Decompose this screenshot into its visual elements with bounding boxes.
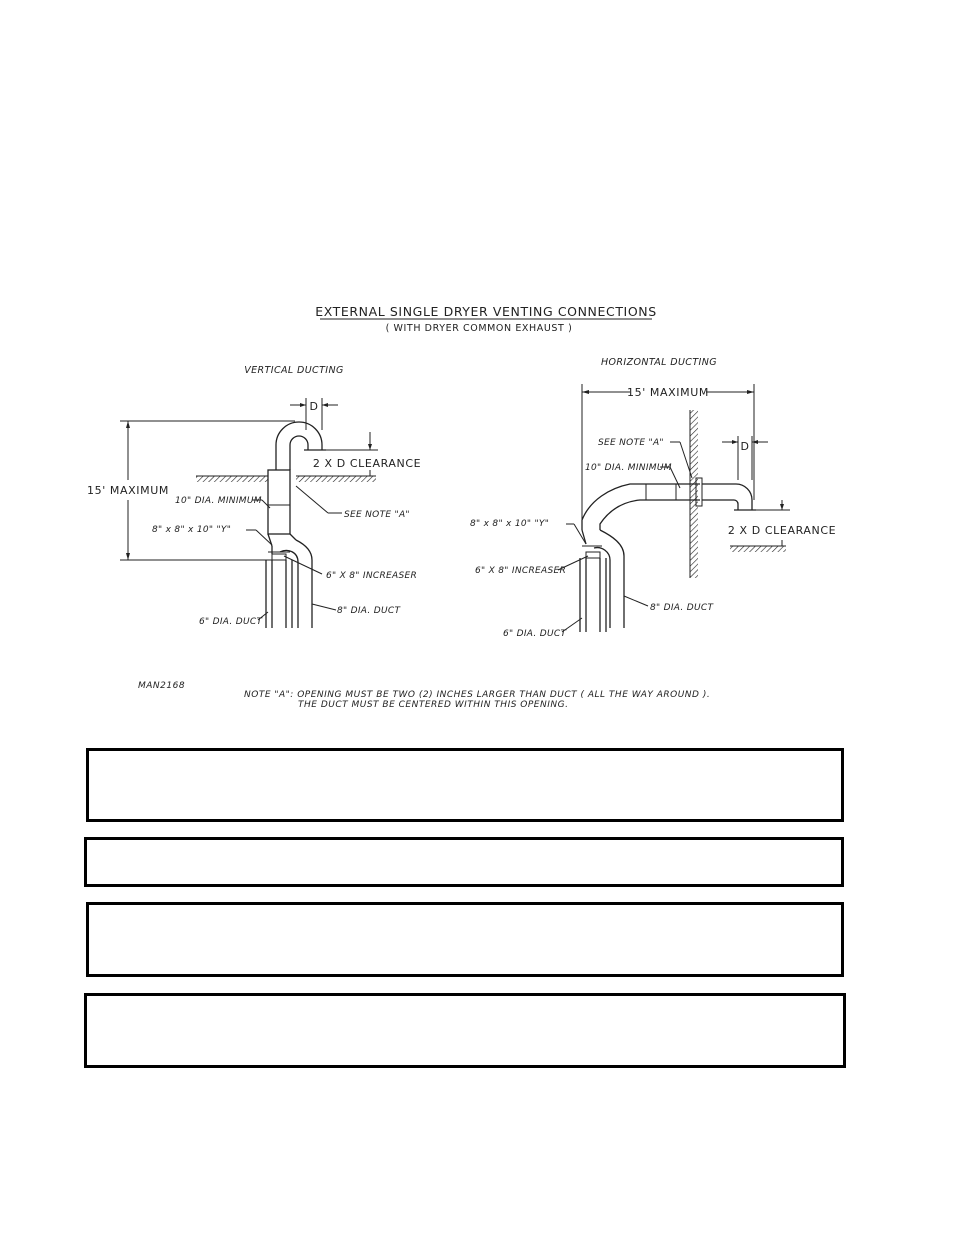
- note-a-line1: NOTE "A": OPENING MUST BE TWO (2) INCHES LARGER THAN DUCT ( ALL THE WAY AROUND ).: [244, 690, 711, 700]
- horizontal-label-10in: 10" DIA. MINIMUM: [585, 463, 672, 473]
- note-a-line2: THE DUCT MUST BE CENTERED WITHIN THIS OPENING.: [298, 700, 569, 710]
- horizontal-ducting-drawing: [470, 357, 836, 639]
- horizontal-heading: HORIZONTAL DUCTING: [600, 357, 718, 368]
- notice-box-1-text: [89, 751, 841, 771]
- vertical-label-8in: 8" DIA. DUCT: [337, 606, 401, 616]
- vertical-label-y: 8" x 8" x 10" "Y": [152, 525, 232, 535]
- horizontal-clearance: 2 X D CLEARANCE: [727, 524, 837, 537]
- notice-box-4-text: [87, 996, 843, 1016]
- vertical-label-6in: 6" DIA. DUCT: [199, 617, 263, 627]
- drawing-id: MAN2168: [138, 681, 186, 691]
- horizontal-label-y: 8" x 8" x 10" "Y": [470, 519, 550, 529]
- notice-box-3: [86, 902, 844, 977]
- vertical-clearance: 2 X D CLEARANCE: [312, 457, 422, 470]
- horizontal-label-increaser: 6" X 8" INCREASER: [475, 566, 566, 576]
- vertical-label-see-note: SEE NOTE "A": [344, 510, 410, 520]
- vertical-label-increaser: 6" X 8" INCREASER: [326, 571, 417, 581]
- notice-box-1: [86, 748, 844, 822]
- notice-box-4: [84, 993, 846, 1068]
- notice-box-2-text: [87, 840, 841, 860]
- notice-box-2: [84, 837, 844, 887]
- vertical-heading: VERTICAL DUCTING: [244, 365, 344, 376]
- horizontal-dim-d: D: [740, 440, 750, 453]
- diagram-subtitle: ( WITH DRYER COMMON EXHAUST ): [385, 323, 573, 334]
- vertical-dim-d: D: [309, 400, 319, 413]
- diagram-title: EXTERNAL SINGLE DRYER VENTING CONNECTIONS: [315, 304, 657, 319]
- horizontal-label-6in: 6" DIA. DUCT: [503, 629, 567, 639]
- horizontal-dim-max: 15' MAXIMUM: [627, 386, 709, 399]
- vertical-dim-max: 15' MAXIMUM: [87, 484, 169, 497]
- horizontal-label-8in: 8" DIA. DUCT: [650, 603, 714, 613]
- vertical-ducting-drawing: [87, 365, 421, 628]
- horizontal-label-see-note: SEE NOTE "A": [598, 438, 664, 448]
- vertical-label-10in: 10" DIA. MINIMUM: [175, 496, 262, 506]
- notice-box-3-text: [89, 905, 841, 925]
